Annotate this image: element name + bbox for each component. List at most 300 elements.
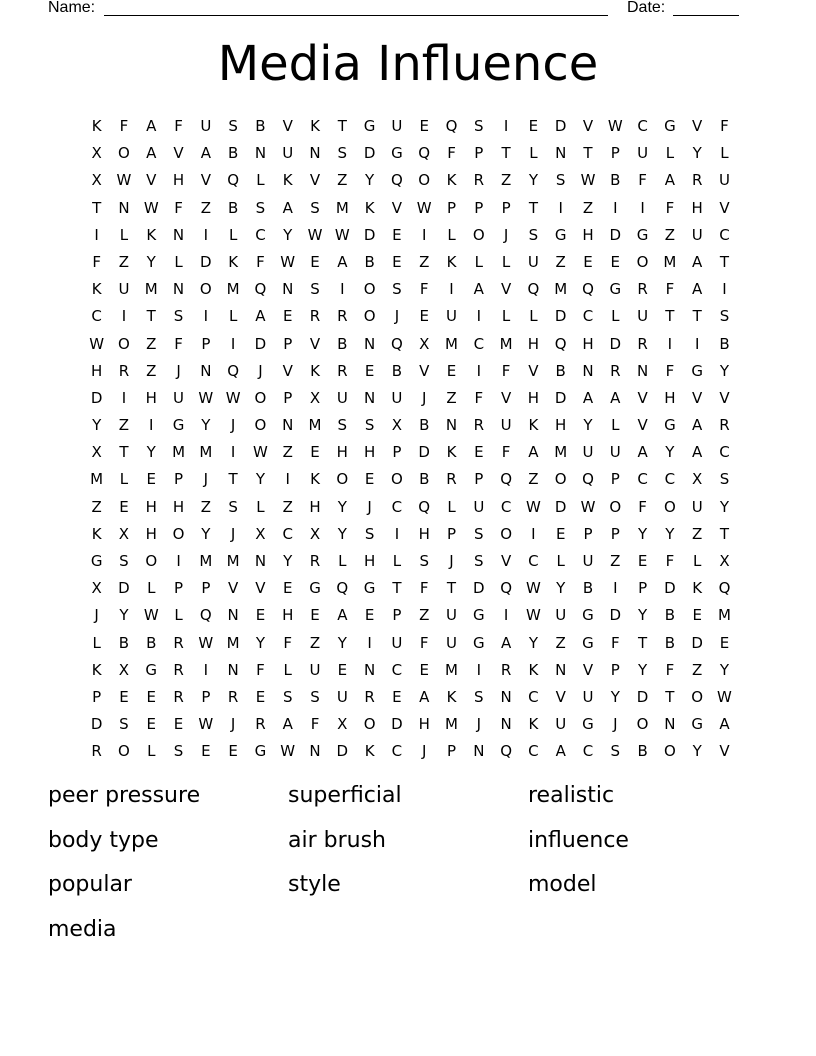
grid-letter[interactable]: U	[582, 552, 594, 570]
grid-letter[interactable]: D	[90, 715, 103, 734]
grid-letter[interactable]: E	[446, 361, 457, 380]
grid-letter[interactable]: X	[692, 470, 703, 489]
grid-letter[interactable]: Z	[500, 171, 512, 190]
grid-letter[interactable]: B	[255, 117, 266, 135]
grid-letter[interactable]: A	[500, 633, 512, 652]
grid-letter[interactable]: L	[474, 252, 483, 271]
grid-letter[interactable]: H	[527, 388, 540, 407]
grid-letter[interactable]: G	[472, 633, 485, 652]
grid-letter[interactable]: S	[364, 416, 375, 435]
grid-letter[interactable]: I	[613, 198, 618, 217]
grid-letter[interactable]: E	[310, 443, 320, 462]
grid-letter[interactable]: S	[310, 280, 320, 299]
grid-letter[interactable]: N	[364, 660, 376, 679]
grid-letter[interactable]: F	[665, 660, 675, 679]
grid-letter[interactable]: Y	[638, 660, 648, 679]
grid-letter[interactable]: T	[501, 144, 511, 163]
grid-letter[interactable]: O	[145, 552, 158, 570]
grid-letter[interactable]: V	[309, 171, 321, 190]
grid-letter[interactable]: B	[227, 144, 239, 163]
grid-letter[interactable]: A	[692, 443, 703, 462]
grid-letter[interactable]: A	[255, 307, 266, 326]
grid-letter[interactable]: O	[636, 715, 649, 734]
grid-letter[interactable]: K	[282, 171, 293, 190]
grid-letter[interactable]: W	[307, 225, 323, 244]
grid-letter[interactable]: E	[610, 252, 621, 271]
grid-letter[interactable]: O	[554, 470, 567, 489]
grid-letter[interactable]: H	[336, 443, 348, 462]
grid-letter[interactable]: J	[503, 225, 509, 244]
grid-letter[interactable]: Y	[665, 443, 675, 462]
grid-letter[interactable]: M	[335, 198, 349, 217]
grid-letter[interactable]: I	[613, 579, 618, 598]
grid-letter[interactable]: B	[419, 416, 430, 435]
grid-letter[interactable]: I	[285, 470, 290, 489]
grid-letter[interactable]: G	[472, 606, 485, 625]
grid-letter[interactable]: E	[255, 606, 266, 625]
grid-letter[interactable]: R	[173, 633, 184, 652]
grid-letter[interactable]: V	[309, 334, 321, 353]
grid-letter[interactable]: P	[446, 524, 457, 543]
grid-letter[interactable]: R	[691, 171, 703, 190]
grid-letter[interactable]: C	[582, 742, 594, 761]
grid-letter[interactable]: A	[473, 280, 484, 299]
grid-letter[interactable]: N	[172, 280, 185, 299]
grid-letter[interactable]: W	[280, 742, 296, 761]
grid-letter[interactable]: L	[529, 307, 538, 326]
grid-letter[interactable]: H	[363, 552, 376, 570]
grid-letter[interactable]: A	[419, 687, 430, 706]
grid-letter[interactable]: L	[447, 497, 456, 516]
grid-letter[interactable]: K	[446, 171, 457, 190]
grid-letter[interactable]: A	[337, 606, 348, 625]
grid-letter[interactable]: I	[558, 198, 563, 217]
grid-letter[interactable]: H	[145, 497, 157, 516]
grid-letter[interactable]: Y	[283, 225, 293, 244]
grid-letter[interactable]: P	[583, 524, 593, 543]
grid-letter[interactable]: F	[256, 660, 265, 679]
grid-letter[interactable]: E	[119, 687, 129, 706]
grid-letter[interactable]: B	[391, 361, 403, 380]
grid-letter[interactable]: L	[338, 552, 347, 570]
grid-letter[interactable]: D	[363, 225, 376, 244]
grid-letter[interactable]: Z	[419, 606, 430, 625]
grid-letter[interactable]: O	[172, 524, 185, 543]
grid-letter[interactable]: D	[609, 225, 622, 244]
grid-letter[interactable]: I	[476, 361, 482, 380]
grid-letter[interactable]: L	[392, 552, 402, 570]
grid-letter[interactable]: G	[636, 225, 649, 244]
grid-letter[interactable]: A	[692, 280, 703, 299]
grid-letter[interactable]: P	[201, 579, 211, 598]
grid-letter[interactable]: A	[719, 715, 730, 734]
grid-letter[interactable]: L	[665, 144, 675, 163]
grid-letter[interactable]: H	[527, 334, 540, 353]
grid-letter[interactable]: A	[282, 715, 293, 734]
grid-letter[interactable]: X	[91, 144, 102, 163]
grid-letter[interactable]: O	[609, 497, 622, 516]
grid-letter[interactable]: U	[309, 660, 321, 679]
grid-letter[interactable]: X	[118, 524, 130, 543]
grid-letter[interactable]: N	[118, 198, 130, 217]
grid-letter[interactable]: T	[92, 198, 102, 217]
grid-letter[interactable]: T	[146, 307, 156, 326]
grid-letter[interactable]: F	[419, 579, 429, 598]
grid-letter[interactable]: A	[146, 117, 157, 135]
grid-letter[interactable]: L	[147, 579, 156, 598]
grid-letter[interactable]: L	[556, 552, 565, 570]
grid-letter[interactable]: N	[664, 715, 676, 734]
grid-letter[interactable]: N	[282, 416, 294, 435]
grid-letter[interactable]: M	[144, 280, 158, 299]
grid-letter[interactable]: A	[146, 144, 157, 163]
grid-letter[interactable]: K	[91, 280, 102, 299]
grid-letter[interactable]: B	[719, 334, 730, 353]
grid-letter[interactable]: N	[364, 388, 376, 407]
grid-letter[interactable]: X	[309, 524, 321, 543]
grid-letter[interactable]: D	[636, 687, 649, 706]
grid-letter[interactable]: U	[173, 388, 185, 407]
grid-letter[interactable]: O	[118, 144, 130, 163]
grid-letter[interactable]: K	[91, 524, 102, 543]
grid-letter[interactable]: H	[664, 388, 676, 407]
grid-letter[interactable]: L	[529, 144, 538, 163]
grid-letter[interactable]: Y	[583, 416, 593, 435]
grid-letter[interactable]: T	[719, 524, 730, 543]
grid-letter[interactable]: P	[610, 144, 620, 163]
grid-letter[interactable]: B	[637, 742, 648, 761]
grid-letter[interactable]: I	[94, 225, 99, 244]
grid-letter[interactable]: B	[664, 633, 676, 652]
grid-letter[interactable]: O	[500, 524, 512, 543]
grid-letter[interactable]: Z	[282, 497, 293, 516]
grid-letter[interactable]: T	[446, 579, 457, 598]
grid-letter[interactable]: L	[611, 307, 620, 326]
grid-letter[interactable]: E	[364, 361, 375, 380]
grid-letter[interactable]: N	[200, 361, 212, 380]
grid-letter[interactable]: W	[198, 633, 214, 652]
grid-letter[interactable]: Z	[555, 633, 566, 652]
grid-letter[interactable]: H	[418, 715, 430, 734]
grid-letter[interactable]: N	[309, 742, 321, 761]
grid-letter[interactable]: Y	[146, 252, 156, 271]
grid-letter[interactable]: O	[199, 280, 212, 299]
grid-letter[interactable]: H	[691, 198, 703, 217]
grid-letter[interactable]: I	[230, 443, 236, 462]
grid-letter[interactable]: V	[500, 388, 512, 407]
grid-letter[interactable]: U	[555, 715, 567, 734]
grid-letter[interactable]: Z	[118, 416, 130, 435]
grid-letter[interactable]: E	[419, 307, 429, 326]
grid-letter[interactable]: U	[282, 144, 294, 163]
grid-letter[interactable]: E	[528, 117, 539, 135]
grid-letter[interactable]: D	[554, 307, 567, 326]
grid-letter[interactable]: L	[611, 416, 620, 435]
grid-letter[interactable]: Y	[719, 660, 730, 679]
grid-letter[interactable]: V	[582, 117, 594, 135]
grid-letter[interactable]: S	[310, 687, 320, 706]
grid-letter[interactable]: B	[610, 171, 621, 190]
grid-letter[interactable]: G	[254, 742, 267, 761]
grid-letter[interactable]: D	[118, 579, 130, 598]
grid-letter[interactable]: S	[719, 307, 730, 326]
grid-letter[interactable]: W	[143, 198, 159, 217]
grid-letter[interactable]: M	[554, 280, 568, 299]
grid-letter[interactable]: J	[203, 470, 209, 489]
grid-letter[interactable]: Z	[664, 225, 676, 244]
grid-letter[interactable]: S	[173, 307, 184, 326]
grid-letter[interactable]: F	[665, 552, 675, 570]
grid-letter[interactable]: E	[282, 579, 293, 598]
grid-letter[interactable]: F	[474, 388, 484, 407]
grid-letter[interactable]: G	[582, 606, 594, 625]
grid-letter[interactable]: K	[228, 252, 239, 271]
grid-letter[interactable]: U	[391, 388, 403, 407]
grid-letter[interactable]: C	[719, 443, 730, 462]
grid-letter[interactable]: R	[446, 470, 457, 489]
grid-letter[interactable]: T	[638, 633, 648, 652]
grid-letter[interactable]: V	[692, 117, 703, 135]
grid-letter[interactable]: Q	[199, 606, 212, 625]
grid-letter[interactable]: N	[309, 144, 321, 163]
grid-letter[interactable]: E	[146, 715, 156, 734]
grid-letter[interactable]: Z	[200, 497, 211, 516]
grid-letter[interactable]: R	[610, 361, 621, 380]
grid-letter[interactable]: C	[473, 334, 485, 353]
grid-letter[interactable]: D	[363, 144, 376, 163]
grid-letter[interactable]: I	[121, 388, 127, 407]
grid-letter[interactable]: G	[691, 715, 703, 734]
grid-letter[interactable]: H	[582, 334, 594, 353]
grid-letter[interactable]: R	[473, 416, 485, 435]
grid-letter[interactable]: U	[527, 252, 539, 271]
grid-letter[interactable]: Z	[118, 252, 130, 271]
grid-letter[interactable]: D	[609, 334, 622, 353]
grid-letter[interactable]: X	[91, 171, 102, 190]
grid-letter[interactable]: Y	[337, 497, 347, 516]
grid-letter[interactable]: I	[476, 307, 482, 326]
grid-letter[interactable]: J	[449, 552, 454, 570]
grid-letter[interactable]: U	[609, 443, 621, 462]
grid-letter[interactable]: E	[228, 742, 238, 761]
grid-letter[interactable]: I	[449, 280, 454, 299]
grid-letter[interactable]: S	[119, 715, 129, 734]
grid-letter[interactable]: V	[500, 280, 512, 299]
grid-letter[interactable]: U	[200, 117, 212, 135]
grid-letter[interactable]: Z	[692, 660, 703, 679]
grid-letter[interactable]: E	[310, 252, 320, 271]
grid-letter[interactable]: G	[609, 280, 622, 299]
grid-letter[interactable]: U	[391, 633, 403, 652]
grid-letter[interactable]: Y	[692, 742, 702, 761]
grid-letter[interactable]: P	[474, 470, 484, 489]
grid-letter[interactable]: P	[638, 579, 648, 598]
grid-letter[interactable]: Y	[201, 524, 211, 543]
grid-letter[interactable]: I	[367, 633, 372, 652]
grid-letter[interactable]: Q	[500, 742, 512, 761]
grid-letter[interactable]: F	[283, 633, 293, 652]
grid-letter[interactable]: Y	[528, 171, 538, 190]
grid-letter[interactable]: U	[637, 144, 649, 163]
grid-letter[interactable]: T	[665, 687, 675, 706]
grid-letter[interactable]: I	[394, 524, 400, 543]
grid-letter[interactable]: X	[255, 524, 266, 543]
grid-letter[interactable]: N	[172, 225, 185, 244]
grid-letter[interactable]: Y	[201, 416, 211, 435]
grid-letter[interactable]: N	[282, 280, 294, 299]
grid-letter[interactable]: A	[282, 198, 293, 217]
grid-letter[interactable]: R	[173, 687, 184, 706]
grid-letter[interactable]: V	[255, 579, 266, 598]
grid-letter[interactable]: S	[474, 524, 484, 543]
grid-letter[interactable]: Y	[719, 361, 730, 380]
grid-letter[interactable]: U	[336, 388, 348, 407]
grid-letter[interactable]: Q	[418, 144, 431, 163]
grid-letter[interactable]: F	[638, 171, 647, 190]
grid-letter[interactable]: P	[501, 198, 511, 217]
grid-letter[interactable]: A	[692, 416, 703, 435]
grid-letter[interactable]: R	[337, 361, 348, 380]
grid-letter[interactable]: F	[419, 280, 429, 299]
grid-letter[interactable]: I	[230, 334, 236, 353]
grid-letter[interactable]: T	[692, 307, 702, 326]
grid-letter[interactable]: K	[146, 225, 157, 244]
grid-letter[interactable]: E	[119, 497, 129, 516]
grid-letter[interactable]: E	[364, 606, 375, 625]
grid-letter[interactable]: W	[280, 252, 296, 271]
grid-letter[interactable]: N	[445, 416, 458, 435]
grid-letter[interactable]: N	[254, 144, 267, 163]
grid-letter[interactable]: I	[476, 660, 482, 679]
grid-letter[interactable]: E	[692, 606, 702, 625]
grid-letter[interactable]: H	[91, 361, 103, 380]
grid-letter[interactable]: U	[691, 497, 703, 516]
grid-letter[interactable]: W	[143, 606, 159, 625]
grid-letter[interactable]: L	[447, 225, 456, 244]
grid-letter[interactable]: E	[201, 742, 211, 761]
grid-letter[interactable]: G	[90, 552, 103, 570]
grid-letter[interactable]: A	[200, 144, 211, 163]
grid-letter[interactable]: Z	[146, 361, 157, 380]
grid-letter[interactable]: Z	[337, 171, 348, 190]
grid-letter[interactable]: M	[226, 280, 240, 299]
grid-letter[interactable]: M	[226, 633, 240, 652]
grid-letter[interactable]: F	[174, 198, 183, 217]
grid-letter[interactable]: L	[228, 225, 238, 244]
grid-letter[interactable]: O	[336, 470, 349, 489]
grid-letter[interactable]: U	[446, 307, 457, 326]
grid-letter[interactable]: R	[500, 660, 512, 679]
grid-letter[interactable]: S	[310, 198, 320, 217]
grid-letter[interactable]: C	[719, 225, 730, 244]
grid-letter[interactable]: I	[176, 552, 181, 570]
grid-letter[interactable]: U	[118, 280, 130, 299]
grid-letter[interactable]: O	[254, 416, 267, 435]
grid-letter[interactable]: P	[610, 660, 620, 679]
grid-letter[interactable]: M	[445, 334, 458, 353]
grid-letter[interactable]: M	[199, 443, 213, 462]
grid-letter[interactable]: P	[174, 470, 184, 489]
grid-letter[interactable]: N	[582, 361, 594, 380]
grid-letter[interactable]: A	[337, 252, 348, 271]
grid-letter[interactable]: B	[419, 470, 430, 489]
grid-letter[interactable]: E	[719, 633, 730, 652]
grid-letter[interactable]: D	[554, 117, 567, 135]
grid-letter[interactable]: M	[445, 660, 458, 679]
grid-letter[interactable]: G	[664, 416, 676, 435]
grid-letter[interactable]: U	[500, 416, 512, 435]
grid-letter[interactable]: E	[392, 687, 402, 706]
grid-letter[interactable]: L	[256, 497, 265, 516]
grid-letter[interactable]: U	[336, 687, 348, 706]
grid-letter[interactable]: I	[694, 334, 700, 353]
grid-letter[interactable]: G	[691, 361, 703, 380]
grid-letter[interactable]: V	[282, 117, 293, 135]
grid-letter[interactable]: E	[146, 470, 156, 489]
grid-letter[interactable]: E	[173, 715, 184, 734]
grid-letter[interactable]: I	[640, 198, 645, 217]
grid-letter[interactable]: G	[145, 660, 158, 679]
grid-letter[interactable]: I	[421, 225, 427, 244]
grid-letter[interactable]: W	[116, 171, 132, 190]
grid-letter[interactable]: I	[203, 660, 209, 679]
grid-letter[interactable]: Y	[92, 416, 102, 435]
grid-letter[interactable]: Z	[446, 388, 457, 407]
name-blank-line[interactable]	[104, 0, 608, 16]
grid-letter[interactable]: I	[722, 280, 727, 299]
grid-letter[interactable]: Y	[556, 579, 566, 598]
grid-letter[interactable]: I	[340, 280, 345, 299]
grid-letter[interactable]: M	[663, 252, 677, 271]
grid-letter[interactable]: G	[554, 225, 567, 244]
grid-letter[interactable]: F	[501, 361, 511, 380]
grid-letter[interactable]: Y	[119, 606, 129, 625]
grid-letter[interactable]: F	[174, 334, 183, 353]
grid-letter[interactable]: V	[200, 171, 211, 190]
grid-letter[interactable]: Q	[254, 280, 267, 299]
grid-letter[interactable]: J	[367, 497, 372, 516]
grid-letter[interactable]: Y	[665, 524, 675, 543]
grid-letter[interactable]: Q	[500, 470, 512, 489]
grid-letter[interactable]: F	[501, 443, 511, 462]
grid-letter[interactable]: T	[228, 470, 238, 489]
grid-letter[interactable]: G	[172, 416, 185, 435]
grid-letter[interactable]: K	[528, 660, 539, 679]
grid-letter[interactable]: H	[582, 225, 594, 244]
grid-letter[interactable]: U	[446, 606, 457, 625]
grid-letter[interactable]: W	[89, 334, 105, 353]
grid-letter[interactable]: L	[720, 144, 729, 163]
grid-letter[interactable]: S	[555, 171, 566, 190]
grid-letter[interactable]: P	[392, 443, 402, 462]
grid-letter[interactable]: J	[421, 742, 427, 761]
grid-letter[interactable]: V	[719, 742, 730, 761]
grid-letter[interactable]: I	[503, 117, 509, 135]
grid-letter[interactable]: N	[500, 715, 512, 734]
grid-letter[interactable]: V	[419, 361, 430, 380]
grid-letter[interactable]: I	[149, 416, 154, 435]
grid-letter[interactable]: B	[582, 579, 594, 598]
grid-letter[interactable]: X	[91, 579, 102, 598]
grid-letter[interactable]: W	[225, 388, 241, 407]
grid-letter[interactable]: H	[145, 388, 157, 407]
grid-letter[interactable]: Q	[227, 171, 240, 190]
grid-letter[interactable]: J	[230, 524, 236, 543]
grid-letter[interactable]: Z	[91, 497, 102, 516]
grid-letter[interactable]: T	[119, 443, 129, 462]
grid-letter[interactable]: Y	[638, 524, 648, 543]
grid-letter[interactable]: E	[282, 307, 293, 326]
